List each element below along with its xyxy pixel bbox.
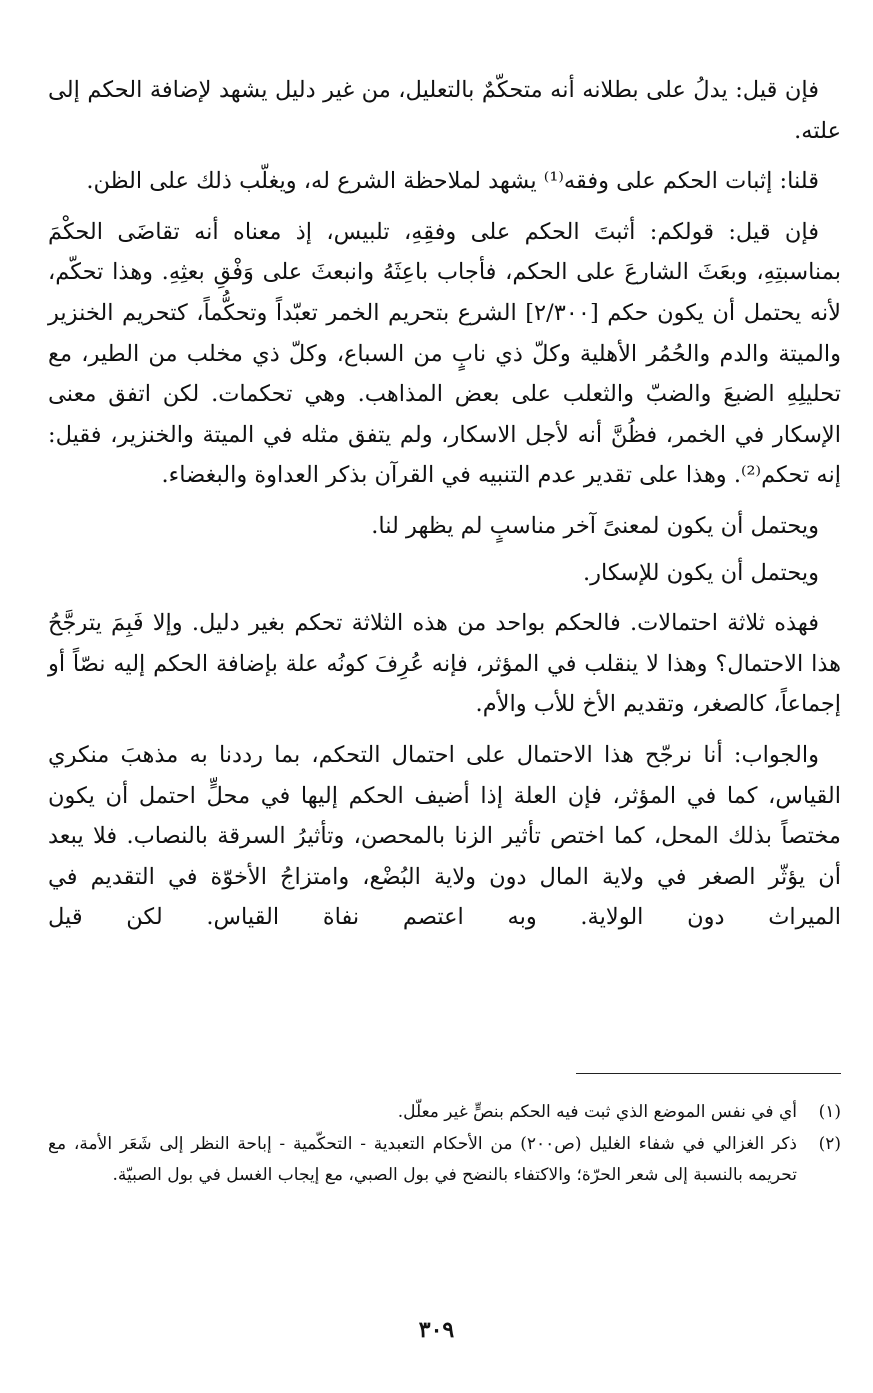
main-text bbox=[48, 70, 841, 948]
footnote-text: أي في نفس الموضع الذي ثبت فيه الحكم بنصٍّ غير معلّل. bbox=[397, 1102, 797, 1122]
paragraph: ويحتمل أن يكون لمعنىً آخر مناسبٍ لم يظهر لنا. bbox=[371, 512, 819, 539]
footnotes bbox=[48, 1097, 841, 1192]
paragraph: فإن قيل: يدلُ على بطلانه أنه متحكّمٌ بالتعليل، من غير دليل يشهد لإضافة الحكم إلى علته. bbox=[48, 77, 841, 144]
paragraph: فإن قيل: قولكم: أثبتَ الحكم على وفقِهِ، تلبيس، إذ معناه أنه تقاضَى الحكْمَ بمناسبتِهِ، وبعَثَ الشارعَ على الحكم، فأجاب باعِثَهُ وانبعثَ على وَفْقِ بعثِهِ. وهذا تحكّم، لأنه يحتمل أن يكون حكم [٢/٣٠٠] الشرع بتحريم الخمر تعبّداً وتحكُّماً، كتحريم الخنزير والميتة والدم والحُمُر الأهلية وكلّ ذي نابٍ من السباع، وكلّ ذي مخلب من الطير، مع تحليلِهِ الضبعَ والضبّ والثعلب على بعض المذاهب. وهي تحكمات. لكن اتفق معنى الإسكار في الخمر، فظُنَّ أنه لأجل الاسكار، ولم يتفق مثله في الميتة والخنزير، فقيل: إنه تحكم⁽²⁾. وهذا على تقدير عدم التنبيه في القرآن بذكر العداوة والبغضاء. bbox=[48, 218, 841, 489]
paragraph: ويحتمل أن يكون للإسكار. bbox=[583, 559, 819, 586]
footnote-text: ذكر الغزالي في شفاء الغليل (ص٢٠٠) من الأحكام التعبدية - التحكّمية - إباحة النظر إلى شَعَر الأمة، مع تحريمه بالنسبة إلى شعر الحرّة؛ والاكتفاء بالنضح في بول الصبي، مع إيجاب الغسل في بول الصبيّة. bbox=[48, 1133, 797, 1185]
paragraph: قلنا: إثبات الحكم على وفقه⁽¹⁾ يشهد لملاحظة الشرع له، ويغلّب ذلك على الظن. bbox=[86, 168, 819, 195]
footnote bbox=[48, 1097, 841, 1129]
paragraph: فهذه ثلاثة احتمالات. فالحكم بواحد من هذه الثلاثة تحكم بغير دليل. وإلا فَبِمَ يترجَّحُ هذا الاحتمال؟ وهذا لا ينقلب في المؤثر، فإنه عُرِفَ كونُه علة بإضافة الحكم إليه نصّاً أو إجماعاً، كالصغر، وتقديم الأخ للأب والأم. bbox=[48, 610, 841, 718]
footnote-number: (٢) bbox=[818, 1133, 841, 1154]
footnote-number: (١) bbox=[818, 1102, 841, 1122]
footnote-separator bbox=[576, 1073, 841, 1074]
footnote bbox=[48, 1129, 841, 1192]
page-number: ٣٠٩ bbox=[418, 1317, 455, 1343]
paragraph: والجواب: أنا نرجّح هذا الاحتمال على احتمال التحكم، بما رددنا به مذهبَ منكري القياس، كما في المؤثر، فإن العلة إذا أضيف الحكم إليها في محلٍّ احتمل أن يكون مختصاً بذلك المحل، كما اختص تأثير الزنا بالمحصن، وتأثيرُ السرقة بالنصاب. فلا يبعد أن يؤثّر الصغر في ولاية المال دون ولاية البُضْع، وامتزاجُ الأخوّة في التقديم في الميراث دون الولاية. وبه اعتصم نفاة القياس. لكن قيل bbox=[48, 741, 841, 931]
